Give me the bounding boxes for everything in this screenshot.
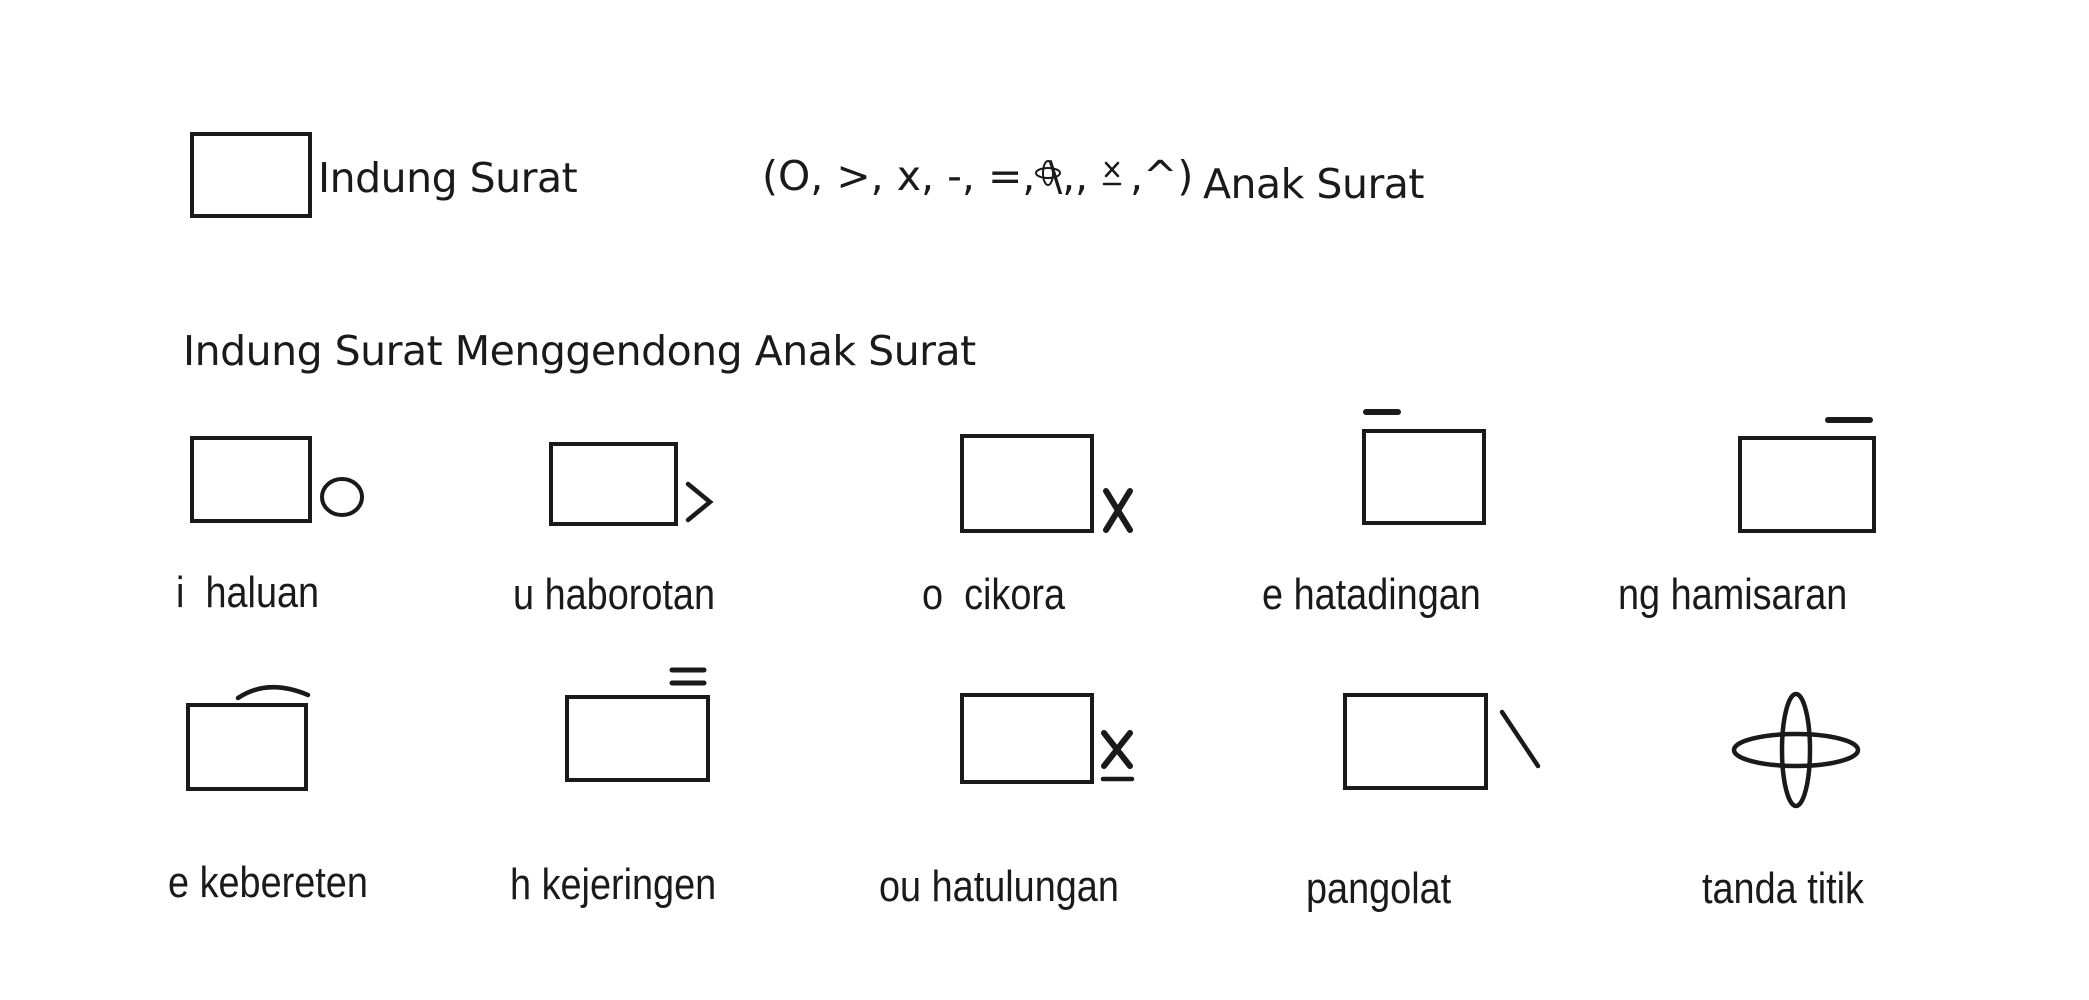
- caption-name: cikora: [964, 570, 1066, 619]
- caption-name: tanda titik: [1702, 864, 1864, 913]
- legend-x-underline-icon: [1104, 163, 1120, 184]
- glyph-pangolat: [1345, 695, 1538, 788]
- caption-sound: i: [176, 568, 185, 617]
- glyph-ou-hatulungan: [962, 695, 1132, 782]
- caption-name: hamisaran: [1670, 570, 1848, 619]
- glyph-e-hatadingan: [1364, 412, 1484, 523]
- caption-name: hatadingan: [1293, 570, 1481, 619]
- legend-anak-marks-close: ,^): [1130, 152, 1194, 200]
- caption-name: kejeringen: [541, 860, 717, 909]
- caption-sound: h: [510, 860, 532, 909]
- glyph-o-cikora: [962, 436, 1130, 531]
- caption-pangolat: [1306, 864, 1451, 914]
- caption-name: pangolat: [1306, 864, 1452, 913]
- legend-indung-label: Indung Surat: [318, 154, 578, 202]
- caption-e-kebereten: [168, 858, 368, 908]
- section-title: Indung Surat Menggendong Anak Surat: [183, 327, 976, 375]
- caption-ng-hamisaran: [1618, 570, 1847, 620]
- caption-h-kejeringen: [510, 860, 716, 910]
- legend-indung-box: [192, 134, 310, 216]
- caption-name: hatulungan: [931, 862, 1119, 911]
- caption-name: haborotan: [544, 570, 716, 619]
- caption-sound: e: [168, 858, 190, 907]
- caption-e-hatadingan: [1262, 570, 1481, 620]
- caption-sound: ng: [1618, 570, 1661, 619]
- caption-name: kebereten: [199, 858, 368, 907]
- glyph-i-haluan: [192, 438, 362, 521]
- caption-name: haluan: [205, 568, 320, 617]
- legend-anak-marks-open: (O, >, x, -, =, \,: [762, 152, 1076, 200]
- glyph-tanda-titik: [1734, 694, 1858, 806]
- caption-u-haborotan: [513, 570, 715, 620]
- legend-anak-marks-sep: ,: [1075, 152, 1089, 200]
- caption-o-cikora: [922, 570, 1065, 620]
- legend-anak-label: Anak Surat: [1203, 160, 1425, 208]
- caption-ou-hatulungan: [879, 862, 1119, 912]
- caption-tanda-titik: [1702, 864, 1864, 914]
- caption-i-haluan: [176, 568, 319, 618]
- caption-sound: ou: [879, 862, 922, 911]
- caption-sound: e: [1262, 570, 1284, 619]
- glyph-e-kebereten: [188, 687, 308, 789]
- glyph-h-kejeringen: [567, 670, 708, 780]
- glyph-ng-hamisaran: [1740, 420, 1874, 531]
- glyph-u-haborotan: [551, 444, 710, 524]
- caption-sound: o: [922, 570, 944, 619]
- caption-sound: u: [513, 570, 535, 619]
